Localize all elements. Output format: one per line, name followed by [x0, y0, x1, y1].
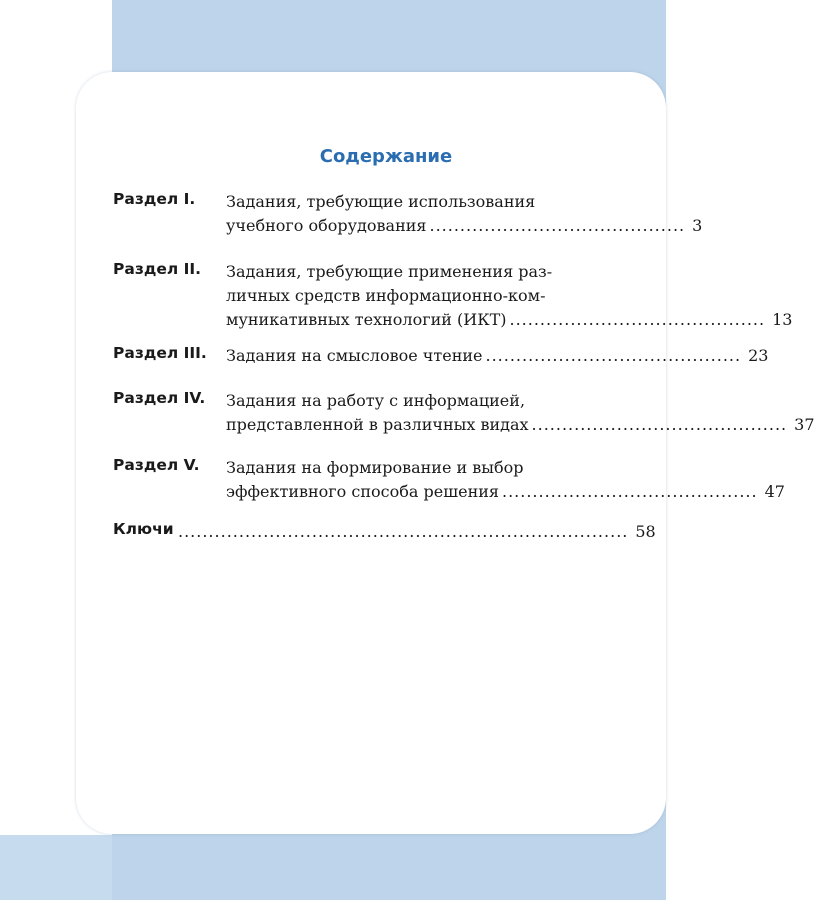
toc-entry-page: 47: [764, 482, 785, 501]
toc-entry-page: 3: [692, 216, 703, 235]
leader-dots: ..........................................: [485, 346, 742, 365]
toc-entry-line: Задания, требующие применения раз-: [226, 262, 553, 281]
toc-entry-line: личных средств информационно-ком-: [226, 286, 546, 305]
toc-entry-line: представленной в различных видах: [226, 415, 529, 434]
toc-entry-line: Задания на работу с информацией,: [226, 391, 526, 410]
toc-entry-label: Раздел IV.: [113, 389, 206, 407]
leader-dots: ..........................................: [531, 415, 788, 434]
toc-entry-page: 23: [748, 346, 769, 365]
toc-entry-line: муникативных технологий (ИКТ): [226, 310, 507, 329]
toc-entry-label: Раздел III.: [113, 344, 207, 362]
leader-dots: ..........................................: [509, 310, 766, 329]
toc-entry-line: Задания на формирование и выбор: [226, 458, 524, 477]
content-card: [76, 72, 666, 834]
toc-entry-line: эффективного способа решения: [226, 482, 499, 501]
toc-entry-label: Раздел V.: [113, 456, 200, 474]
page-title: Содержание: [319, 146, 453, 167]
toc-entry-line: учебного оборудования: [226, 216, 427, 235]
toc-entry-label: Раздел I.: [113, 190, 196, 208]
leader-dots: ..........................................: [501, 482, 758, 501]
toc-entry-label: Ключи: [113, 520, 174, 538]
toc-entry-page: 13: [772, 310, 793, 329]
toc-entry-line: Задания на смысловое чтение: [226, 346, 483, 365]
toc-entry-page: 37: [794, 415, 815, 434]
leader-dots: ..........................................................................: [178, 522, 629, 541]
toc-entry-page: 58: [635, 522, 656, 541]
toc-entry-line: Задания, требующие использования: [226, 192, 536, 211]
leader-dots: ..........................................: [429, 216, 686, 235]
page-frame-bottom-left: [0, 835, 112, 900]
toc-entry-label: Раздел II.: [113, 260, 202, 278]
